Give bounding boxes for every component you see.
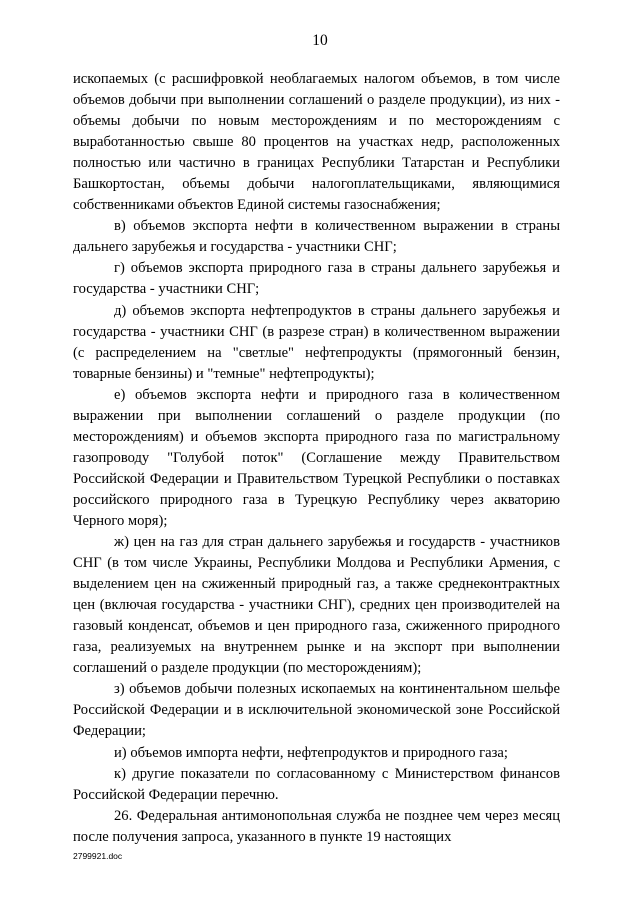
- paragraph-clause-26: 26. Федеральная антимонопольная служба не позднее чем через месяц после получения запроса, указанного в пункте 19 настоящих: [73, 807, 560, 845]
- page-number: 10: [312, 32, 328, 49]
- paragraph-item-zh: ж) цен на газ для стран дальнего зарубежья и государств - участников СНГ (в том числе Украины, Республики Молдова и Республики Армения, с выделением цен на сжиженный природный газ, а также среднеконтрактных цен (включая государства - участники СНГ), средних цен производителей на газовый конденсат, объемов и цен природного газа, сжиженного природного газа, реализуемых на внутреннем рынке и на экспорт при выполнении соглашений о разделе продукции (по месторождениям);: [73, 534, 560, 677]
- document-body: [73, 69, 560, 848]
- paragraph-continuation: ископаемых (с расшифровкой необлагаемых налогом объемов, в том числе объемов добычи при выполнении соглашений о разделе продукции), из них - объемы добычи по новым месторождениям и по месторождениям с выработанностью свыше 80 процентов на участках недр, расположенных полностью или частично в границах Республики Татарстан и Республики Башкортостан, объемы добычи налогоплательщиками, являющимися собственниками объектов Единой системы газоснабжения;: [73, 71, 560, 214]
- paragraph-item-g: г) объемов экспорта природного газа в страны дальнего зарубежья и государства - участники СНГ;: [73, 260, 560, 298]
- paragraph-item-d: д) объемов экспорта нефтепродуктов в страны дальнего зарубежья и государства - участники СНГ (в разрезе стран) в количественном выражении (с распределением на "светлые" нефтепродукты (прямогонный бензин, товарные бензины) и "темные" нефтепродукты);: [73, 302, 560, 382]
- paragraph-item-v: в) объемов экспорта нефти в количественном выражении в страны дальнего зарубежья и государства - участники СНГ;: [73, 218, 560, 256]
- paragraph-item-i: и) объемов импорта нефти, нефтепродуктов и природного газа;: [114, 744, 508, 761]
- paragraph-item-e: е) объемов экспорта нефти и природного газа в количественном выражении при выполнении соглашений о разделе продукции (по месторождениям) и объемов экспорта природного газа по магистральному газопроводу "Голубой поток" (Соглашение между Правительством Российской Федерации и Правительством Турецкой Республики о поставках российского природного газа в Турецкую Республику через акваторию Черного моря);: [73, 386, 560, 529]
- paragraph-item-z: з) объемов добычи полезных ископаемых на континентальном шельфе Российской Федерации и в исключительной экономической зоне Российской Федерации;: [73, 681, 560, 740]
- paragraph-item-k: к) другие показатели по согласованному с Министерством финансов Российской Федерации перечню.: [73, 765, 560, 803]
- document-file-code: 2799921.doc: [73, 851, 123, 861]
